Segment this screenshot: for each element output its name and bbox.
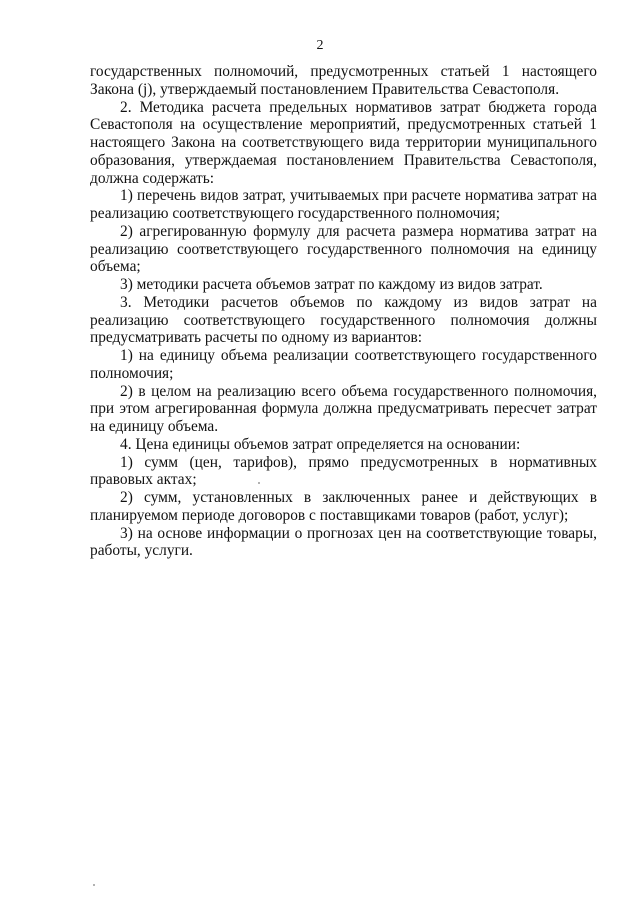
paragraph-item-3: 3. Методики расчетов объемов по каждому из видов затрат на реализацию соответствующего государственного полномочия должны предусматривать расчеты по одному из вариантов: [90,293,597,347]
document-body [90,63,597,560]
paragraph-item-2-sub-3: 3) методики расчета объемов затрат по каждому из видов затрат. [120,276,543,293]
paragraph-item-3-sub-2: 2) в целом на реализацию всего объема государственного полномочия, при этом агрегированная формула должна предусматривать пересчет затрат на единицу объема. [90,382,597,435]
paragraph-item-4: 4. Цена единицы объемов затрат определяется на основании: [120,435,521,453]
paragraph-item-2-sub-1: 1) перечень видов затрат, учитываемых при расчете норматива затрат на реализацию соответствующего государственного полномочия; [90,187,597,222]
scan-speck [93,884,95,886]
paragraph-item-4-sub-2: 2) сумм, установленных в заключенных ранее и действующих в планируемом периоде договоров с поставщиками товаров (работ, услуг); [90,489,597,524]
paragraph-item-4-sub-1: 1) сумм (цен, тарифов), прямо предусмотренных в нормативных правовых актах; [90,453,597,489]
page-number: 2 [316,38,324,53]
paragraph-item-2-sub-2: 2) агрегированную формулу для расчета размера норматива затрат на реализацию соответствующего государственного полномочия на единицу объема; [90,222,597,276]
scan-speck [258,482,260,484]
paragraph-item-3-sub-1: 1) на единицу объема реализации соответствующего государственного полномочия; [90,347,597,382]
paragraph-continuation: государственных полномочий, предусмотренных статьей 1 настоящего Закона (j), утверждаемый постановлением Правительства Севастополя. [90,63,597,98]
paragraph-item-2: 2. Методика расчета предельных нормативов затрат бюджета города Севастополя на осуществление мероприятий, предусмотренных статьей 1 настоящего Закона на соответствующего вида территории муниципального образования, утверждаемая постановлением Правительства Севастополя, должна содержать: [90,98,597,187]
paragraph-item-4-sub-3: 3) на основе информации о прогнозах цен на соответствующие товары, работы, услуги. [90,524,597,560]
